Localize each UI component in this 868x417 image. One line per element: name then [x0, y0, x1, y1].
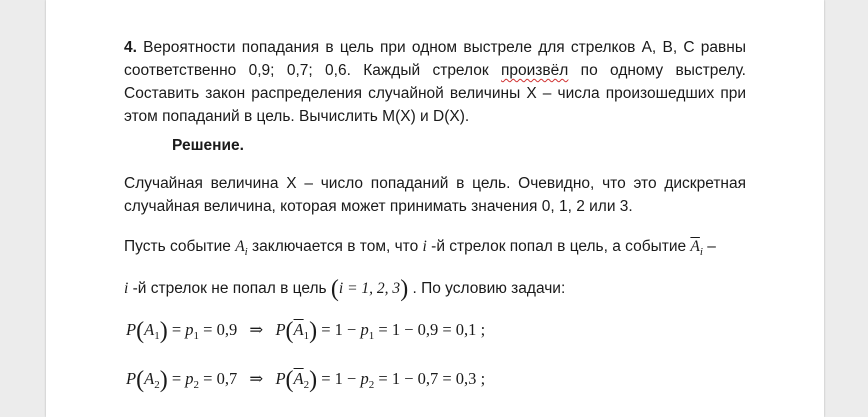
equation-1: $P(A_1) = p_1 = 0,9$ ⇒ $P(\overline{A}_1) = 1 - p_1 = 1 - 0,9 = 0,1$ ; [126, 318, 486, 344]
problem-text: Вероятности попадания в цель при одном выстреле для стрелков А, В, С равны соответственно 0,9; 0,7; 0,6. Каждый стрелок [124, 39, 746, 79]
event-A-i: $A_i$ [235, 238, 248, 258]
document-page [46, 0, 824, 417]
line1-text-3: -й стрелок попал в цель, а событие [431, 238, 691, 255]
implies-arrow-2: ⇒ [249, 369, 264, 388]
event-not-A-i: $\overline{A}_i$ [690, 238, 703, 258]
event-definition-line [124, 238, 716, 258]
line1-text-1: Пусть событие [124, 238, 236, 255]
line1-text-4: – [707, 238, 716, 255]
implies-arrow-1: ⇒ [249, 320, 264, 339]
index-condition: (i = 1, 2, 3) [330, 276, 409, 302]
solution-heading: Решение. [172, 137, 244, 154]
line2-text-1: -й стрелок не попал в цель [132, 280, 331, 297]
index-i: i [422, 238, 427, 255]
problem-number: 4. [124, 39, 137, 56]
equation-2: $P(A_2) = p_2 = 0,7$ ⇒ $P(\overline{A}_2) = 1 - p_2 = 1 - 0,7 = 0,3$ ; [126, 367, 486, 393]
problem-text-end: по одному выстрелу. Составить закон распределения случайной величины X – числа произошедших при этом попаданий в цель. Вычислить M(X) и D(X). [124, 62, 746, 125]
index-i-2: i [124, 280, 129, 297]
paragraph-random-variable: Случайная величина X – число попаданий в цель. Очевидно, что это дискретная случайная величина, которая может принимать значения 0, 1, 2 или 3. [124, 175, 746, 215]
event-definition-line-2 [124, 276, 565, 303]
problem-statement [124, 36, 746, 128]
line1-text-2: заключается в том, что [252, 238, 423, 255]
misspelled-word: произвёл [501, 62, 569, 79]
line2-text-2: . По условию задачи: [412, 280, 566, 297]
